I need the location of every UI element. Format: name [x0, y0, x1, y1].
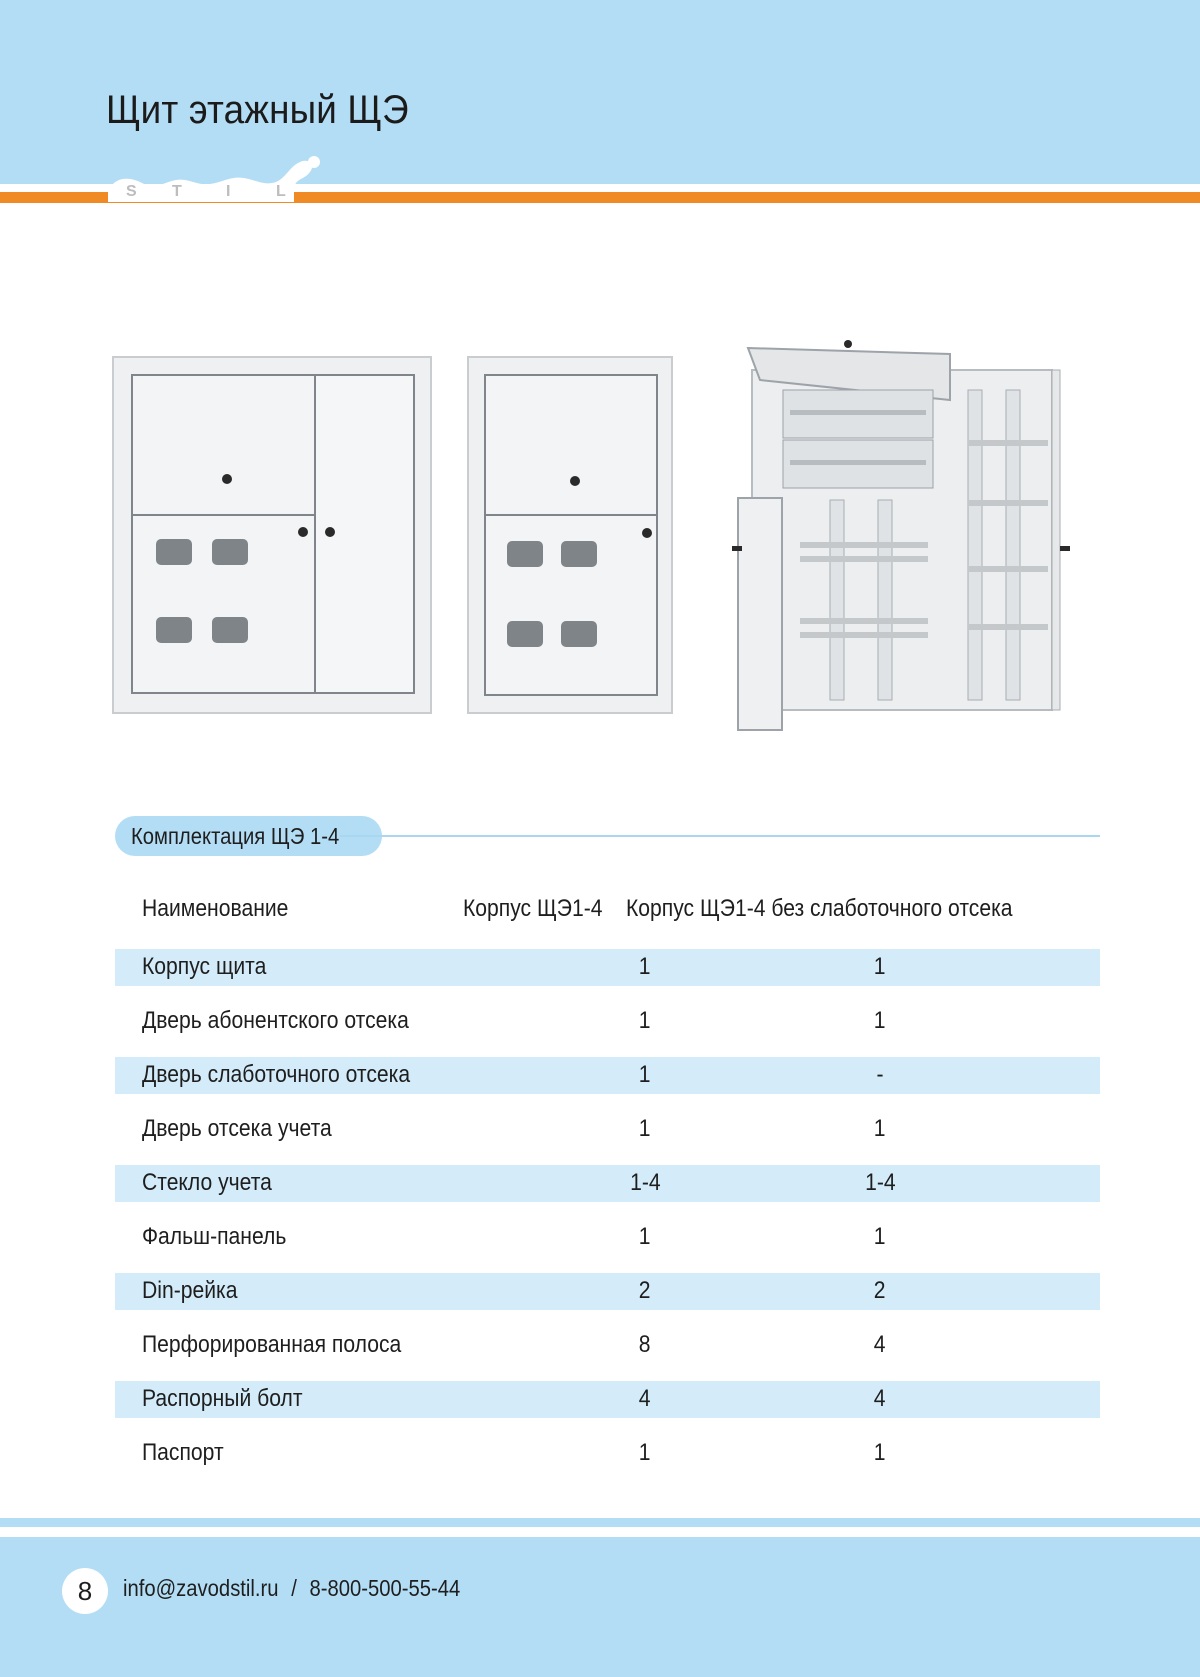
- page-title: Щит этажный ЩЭ: [106, 88, 409, 132]
- table-row: [115, 1424, 1100, 1478]
- header-col1: Корпус ЩЭ1-4: [463, 895, 603, 922]
- phone-link[interactable]: 8-800-500-55-44: [309, 1575, 461, 1601]
- row-v1: 1: [639, 1061, 651, 1088]
- row-name: Дверь абонентского отсека: [142, 1007, 409, 1034]
- contacts-separator: /: [291, 1575, 297, 1601]
- table-row: [115, 1154, 1100, 1208]
- table-row: [115, 1208, 1100, 1262]
- row-v2: 1: [874, 953, 886, 980]
- row-v2: 2: [874, 1277, 886, 1304]
- shield-single-door-icon: [467, 355, 675, 717]
- header-name: Наименование: [142, 895, 289, 922]
- row-v2: 1-4: [864, 1169, 896, 1196]
- logo-letter-l: L: [276, 183, 286, 200]
- page-number: 8: [62, 1568, 108, 1614]
- row-name: Дверь отсека учета: [142, 1115, 332, 1142]
- section-divider: [340, 835, 1100, 837]
- row-v1: 1: [639, 953, 651, 980]
- section-tab-label: Комплектация ЩЭ 1-4: [131, 822, 340, 849]
- row-v1: 8: [639, 1331, 651, 1358]
- row-v1: 1: [639, 1007, 651, 1034]
- shield-two-door-icon: [112, 355, 434, 717]
- row-v2: -: [876, 1061, 884, 1088]
- row-v2: 1: [874, 1223, 886, 1250]
- row-v1: 2: [639, 1277, 651, 1304]
- shield-open-frame-icon: [730, 340, 1080, 740]
- footer-divider: [0, 1518, 1200, 1527]
- row-name: Корпус щита: [142, 953, 267, 980]
- stil-logo: [104, 152, 324, 210]
- row-v2: 1: [874, 1439, 886, 1466]
- table-row: [115, 1370, 1100, 1424]
- table-row: [115, 1262, 1100, 1316]
- row-name: Дверь слаботочного отсека: [142, 1061, 411, 1088]
- contacts: [123, 1575, 506, 1602]
- table-row: [115, 938, 1100, 992]
- table-row: [115, 1100, 1100, 1154]
- logo-letter-t: T: [172, 183, 182, 200]
- row-name: Перфорированная полоса: [142, 1331, 402, 1358]
- row-v2: 4: [874, 1331, 886, 1358]
- spec-table: [115, 884, 1100, 1478]
- row-v2: 1: [874, 1007, 886, 1034]
- row-v1: 1: [639, 1223, 651, 1250]
- logo-letter-i: I: [226, 183, 231, 200]
- row-name: Распорный болт: [142, 1385, 303, 1412]
- row-v1: 1: [639, 1115, 651, 1142]
- table-row: [115, 1316, 1100, 1370]
- row-v2: 1: [874, 1115, 886, 1142]
- logo-letter-s: S: [126, 183, 137, 200]
- row-name: Стекло учета: [142, 1169, 272, 1196]
- row-v2: 4: [874, 1385, 886, 1412]
- row-name: Din-рейка: [142, 1277, 238, 1304]
- table-row: [115, 992, 1100, 1046]
- row-v1: 1-4: [629, 1169, 661, 1196]
- header-col2: Корпус ЩЭ1-4 без слаботочного отсека: [626, 895, 1013, 922]
- row-name: Фальш-панель: [142, 1223, 287, 1250]
- row-name: Паспорт: [142, 1439, 224, 1466]
- table-header-row: [115, 884, 1100, 938]
- row-v1: 4: [639, 1385, 651, 1412]
- row-v1: 1: [639, 1439, 651, 1466]
- footer-band: [0, 1537, 1200, 1677]
- table-row: [115, 1046, 1100, 1100]
- email-link[interactable]: info@zavodstil.ru: [123, 1575, 279, 1601]
